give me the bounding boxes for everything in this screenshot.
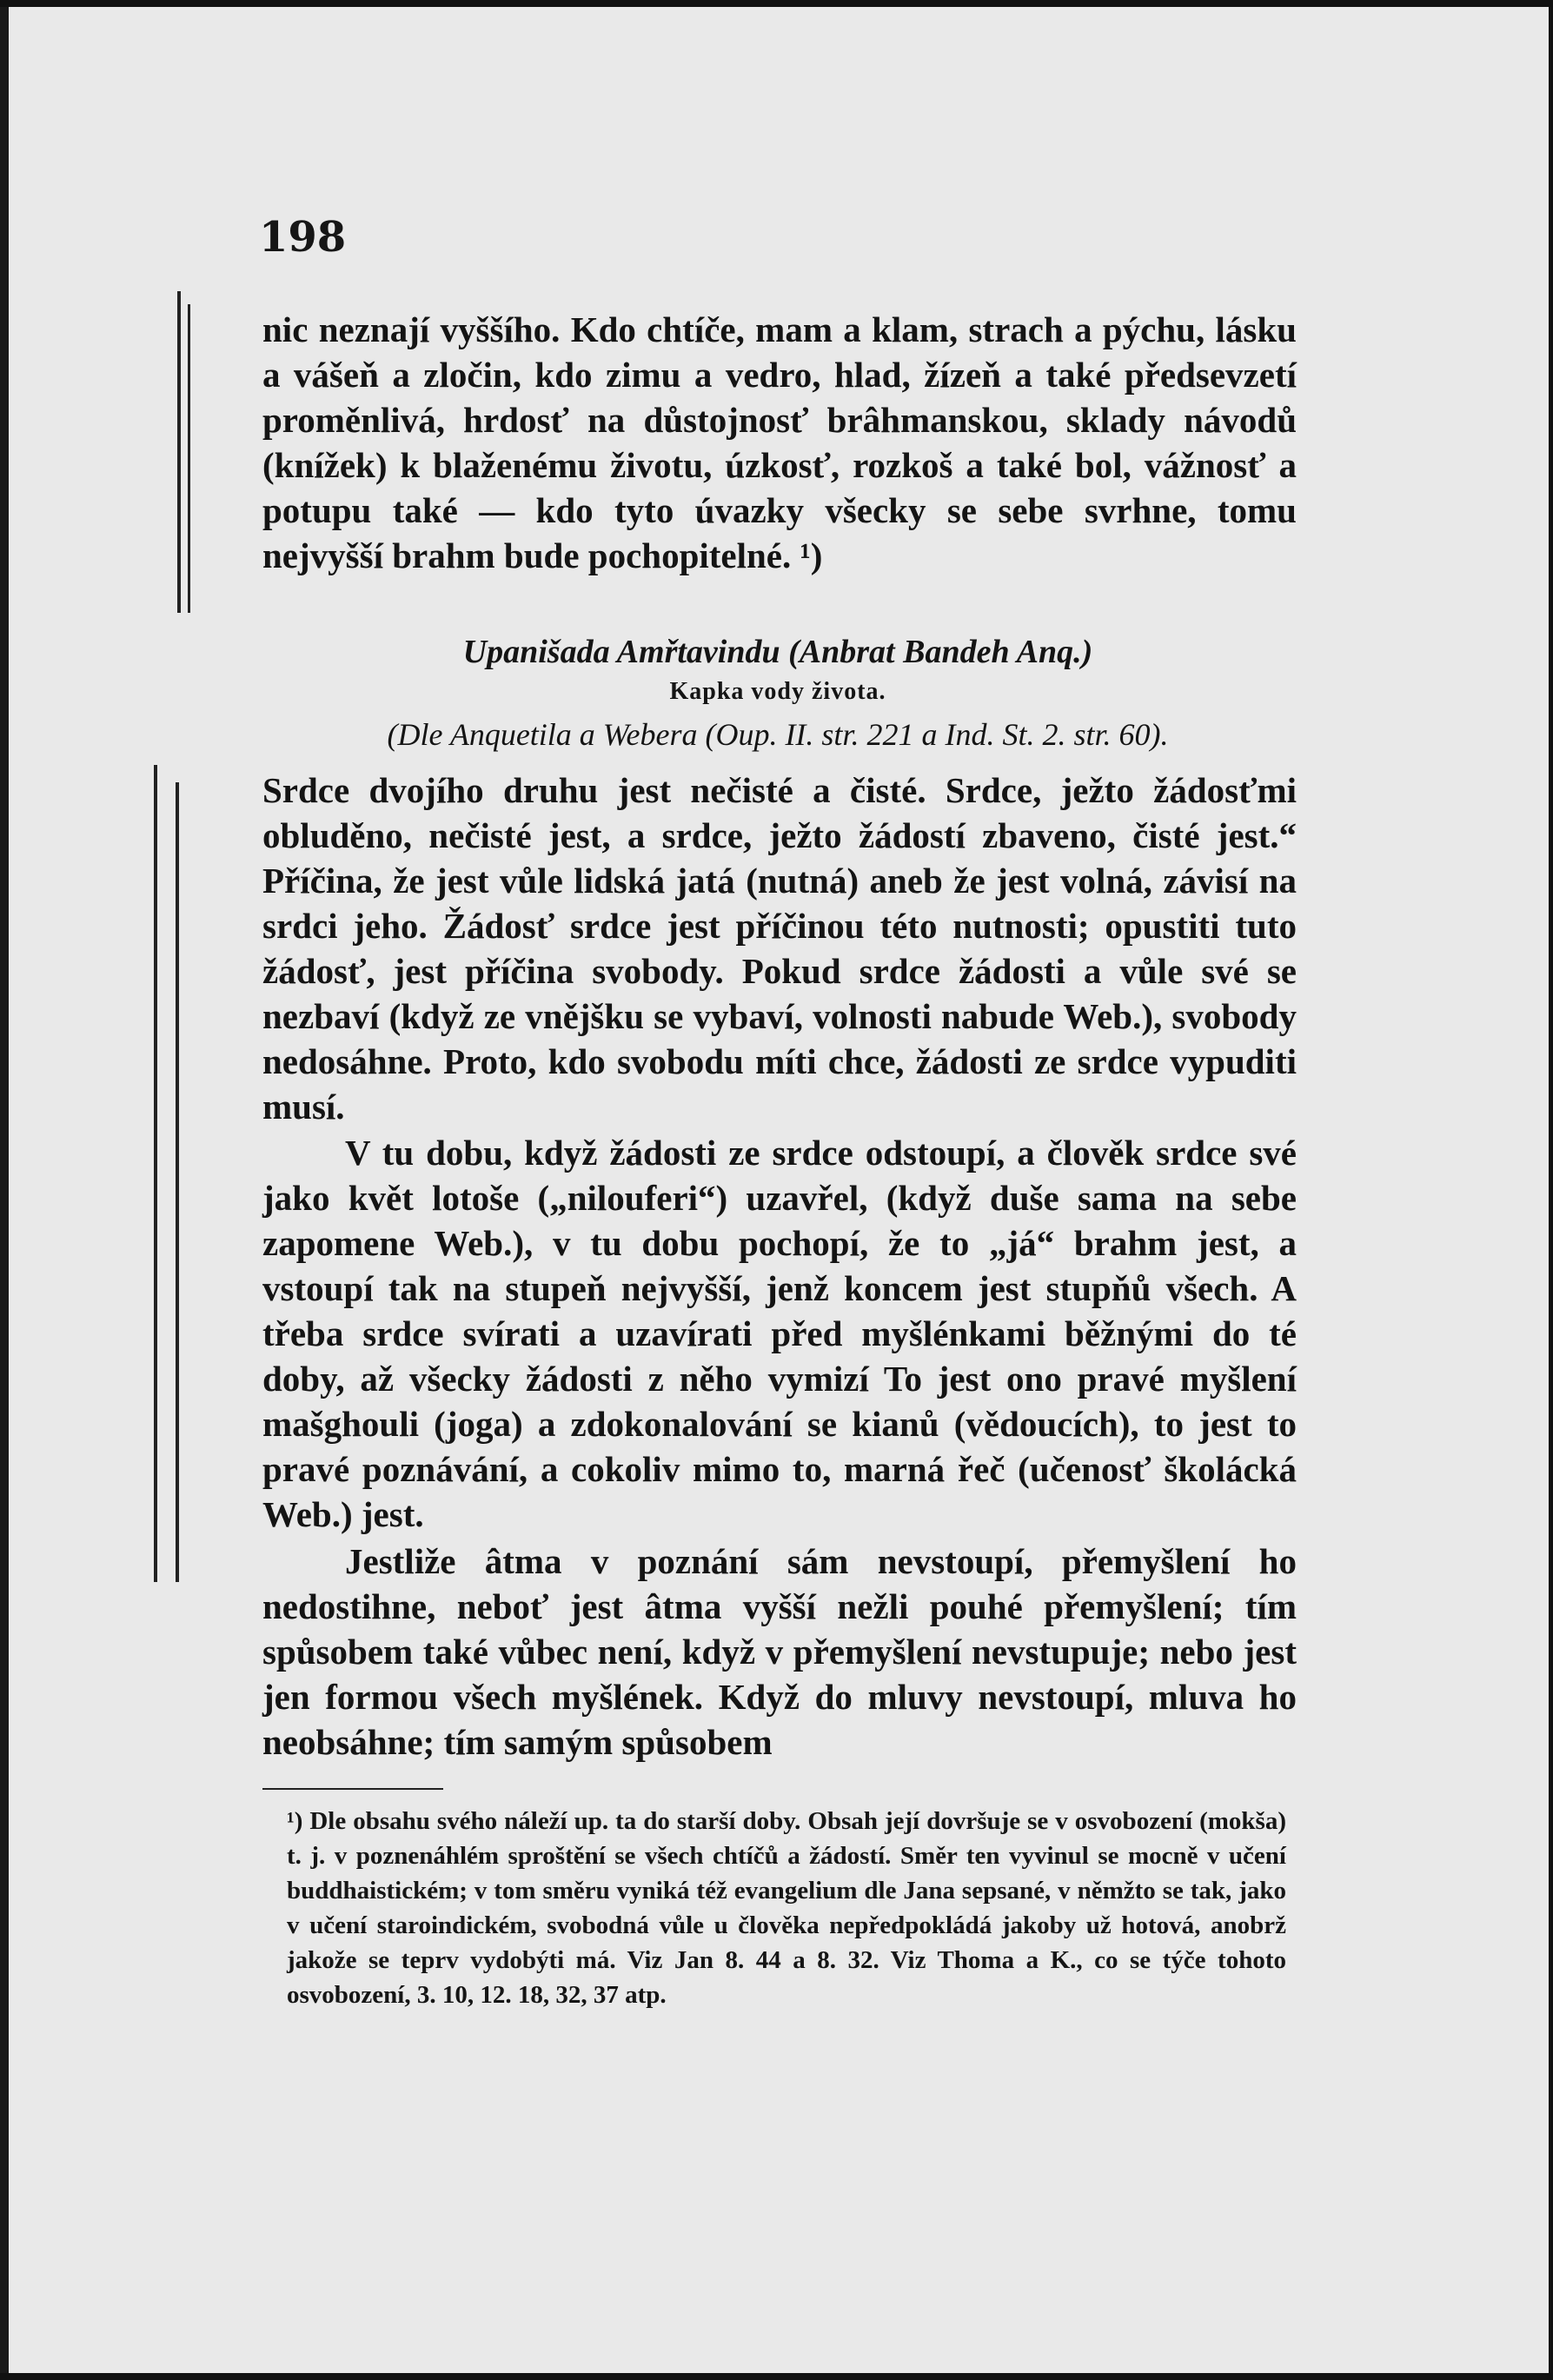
- footnote: ¹) Dle obsahu svého náleží up. ta do starší doby. Obsah její dovršuje se v osvobození (mokša) t. j. v poznenáhlém sproštění se všech chtíčů a žádostí. Směr ten vyvinul se mocně v učení buddhaistickém; v tom směru vyniká též evangelium dle Jana sepsané, v němžto se tak, jako v učení staroindickém, svobodná vůle u člověka nepředpokládá jakoby už hotová, anobrž jakože se teprv vydobýti má. Viz Jan 8. 44 a 8. 32. Viz Thoma a K., co se týče tohoto osvobození, 3. 10, 12. 18, 32, 37 atp.: [287, 1807, 1286, 2009]
- section-subtitle: Kapka vody života.: [669, 678, 886, 705]
- margin-bar: [177, 291, 181, 613]
- paragraph: Srdce dvojího druhu jest nečisté a čisté. Srdce, ježto žádosťmi obluděno, nečisté jest, a srdce, ježto žádostí zbaveno, čisté jest.“ Příčina, že jest vůle lidská jatá (nutná) aneb že jest volná, závisí na srdci jeho. Žádosť srdce jest příčinou této nutnosti; opustiti tuto žádosť, jest příčina svobody. Pokud srdce žádosti a vůle své se nezbaví (když ze vnějšku se vybaví, volnosti nabude Web.), svobody nedosáhne. Proto, kdo svobodu míti chce, žádosti ze srdce vypuditi musí.: [262, 770, 1297, 1127]
- scan-edge-top: [0, 0, 1553, 7]
- paragraph: Jestliže âtma v poznání sám nevstoupí, přemyšlení ho nedostihne, neboť jest âtma vyšší nežli pouhé přemyšlení; tím spůsobem také vůbec není, když v přemyšlení nevstupuje; nebo jest jen formou všech myšlének. Když do mluvy nevstoupí, mluva ho neobsáhne; tím samým spůsobem: [262, 1541, 1297, 1762]
- scan-edge-right: [1549, 0, 1553, 2380]
- scan-edge-bottom: [0, 2373, 1553, 2380]
- footnote-rule: [262, 1788, 443, 1790]
- page-number: 198: [259, 213, 347, 262]
- margin-bar: [188, 304, 190, 613]
- margin-bar: [154, 765, 157, 1582]
- section-source: (Dle Anquetila a Webera (Oup. II. str. 221 a Ind. St. 2. str. 60).: [387, 717, 1169, 752]
- margin-bar: [176, 782, 179, 1582]
- paragraph: V tu dobu, když žádosti ze srdce odstoupí, a člověk srdce své jako květ lotoše („nilouferi“) uzavřel, (když duše sama na sebe zapomene Web.), v tu dobu pochopí, že to „já“ brahm jest, a vstoupí tak na stupeň nejvyšší, jenž koncem jest stupňů všech. A třeba srdce svírati a uzavírati před myšlénkami běžnými do té doby, až všecky žádosti z něho vymizí To jest ono pravé myšlení mašghouli (joga) a zdokonalování se kianů (vědoucích), to jest to pravé poznávání, a cokoliv mimo to, marná řeč (učenosť školácká Web.) jest.: [262, 1133, 1297, 1534]
- section-title: Upanišada Amřtavindu (Anbrat Bandeh Anq.): [462, 634, 1093, 670]
- paragraph: nic neznají vyššího. Kdo chtíče, mam a klam, strach a pýchu, lásku a vášeň a zločin, kdo zimu a vedro, hlad, žízeň a také předsevzetí proměnlivá, hrdosť na důstojnosť brâhmanskou, sklady návodů (knížek) k blaženému životu, úzkosť, rozkoš a také bol, vážnosť a potupu také — kdo tyto úvazky všecky se sebe svrhne, tomu nejvyšší brahm bude pochopitelné. ¹): [262, 309, 1297, 575]
